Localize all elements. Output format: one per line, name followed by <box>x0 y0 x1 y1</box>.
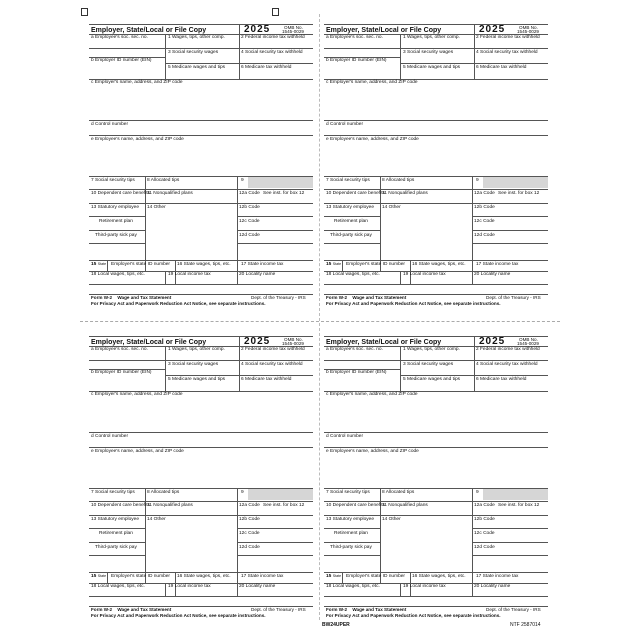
horizontal-perforation <box>80 321 560 322</box>
box-13-label: 13 Statutory employee <box>326 205 374 210</box>
box-6-label: 6 Medicare tax withheld <box>241 377 292 382</box>
box-e-label: e Employee's name, address, and ZIP code <box>91 137 184 142</box>
form-year: 2025 <box>479 336 506 347</box>
footer-privacy-notice: For Privacy Act and Paperwork Reduction Act Notice, see separate instructions. <box>91 301 266 306</box>
box-12a-note: See inst. for box 12 <box>263 191 305 196</box>
footer-privacy-notice: For Privacy Act and Paperwork Reduction Act Notice, see separate instructions. <box>326 301 501 306</box>
box-2-label: 2 Federal income tax withheld <box>241 35 305 40</box>
box-18-label: 18 Local wages, tips, etc. <box>326 272 380 277</box>
box-12b-label: 12b Code <box>239 517 260 522</box>
w2-form-copy <box>324 24 548 314</box>
third-party-sick-pay-label: Third-party sick pay <box>95 233 137 238</box>
box-4-label: 4 Social security tax withheld <box>241 50 303 55</box>
box-12d-label: 12d Code <box>474 233 495 238</box>
box-e-label: e Employee's name, address, and ZIP code <box>326 137 419 142</box>
box-15-state-id-label: Employer's state ID number <box>346 574 406 579</box>
box-a-label: a Employee's soc. sec. no. <box>326 347 383 352</box>
box-11-label: 11 Nonqualified plans <box>147 503 193 508</box>
box-17-label: 17 State income tax <box>241 262 284 267</box>
footer-privacy-notice: For Privacy Act and Paperwork Reduction Act Notice, see separate instructions. <box>91 613 266 618</box>
box-14-label: 14 Other <box>382 517 401 522</box>
box-16-label: 16 State wages, tips, etc. <box>177 262 231 267</box>
form-title: Employer, State/Local or File Copy <box>91 339 207 346</box>
form-year: 2025 <box>244 336 271 347</box>
box-12a-note: See inst. for box 12 <box>498 191 540 196</box>
box-12a-label: 12a Code <box>474 191 495 196</box>
box-b-label: b Employer ID number (EIN) <box>326 58 387 63</box>
box-14-label: 14 Other <box>147 517 166 522</box>
box-2-label: 2 Federal income tax withheld <box>476 35 540 40</box>
box-18-label: 18 Local wages, tips, etc. <box>326 584 380 589</box>
box-a-label: a Employee's soc. sec. no. <box>91 35 148 40</box>
box-17-label: 17 State income tax <box>476 574 519 579</box>
box-7-label: 7 Social security tips <box>91 490 135 495</box>
box-b-label: b Employer ID number (EIN) <box>326 370 387 375</box>
retirement-plan-label: Retirement plan <box>99 531 133 536</box>
box-4-label: 4 Social security tax withheld <box>241 362 303 367</box>
box-2-label: 2 Federal income tax withheld <box>476 347 540 352</box>
form-year: 2025 <box>244 24 271 35</box>
box-16-label: 16 State wages, tips, etc. <box>177 574 231 579</box>
box-17-label: 17 State income tax <box>241 574 284 579</box>
box-3-label: 3 Social security wages <box>403 50 454 55</box>
box-9-label: 9 <box>241 490 244 495</box>
box-9-label: 9 <box>476 178 479 183</box>
box-10-label: 10 Dependent care benefits <box>91 191 150 196</box>
box-10-label: 10 Dependent care benefits <box>326 191 385 196</box>
box-11-label: 11 Nonqualified plans <box>147 191 193 196</box>
box-17-label: 17 State income tax <box>476 262 519 267</box>
box-14-label: 14 Other <box>147 205 166 210</box>
box-4-label: 4 Social security tax withheld <box>476 50 538 55</box>
box-12d-label: 12d Code <box>239 545 260 550</box>
box-8-label: 8 Allocated tips <box>147 490 180 495</box>
box-5-label: 5 Medicare wages and tips <box>168 65 226 70</box>
box-19-label: 19 Local income tax <box>403 584 446 589</box>
box-18-label: 18 Local wages, tips, etc. <box>91 584 145 589</box>
box-9-shaded <box>248 489 313 500</box>
retirement-plan-label: Retirement plan <box>334 219 368 224</box>
box-1-label: 1 Wages, tips, other comp. <box>403 347 460 352</box>
box-4-label: 4 Social security tax withheld <box>476 362 538 367</box>
box-c-label: c Employer's name, address, and ZIP code <box>91 80 183 85</box>
box-c-label: c Employer's name, address, and ZIP code <box>326 80 418 85</box>
w2-form-copy <box>324 336 548 626</box>
ntf-code: NTF 2587014 <box>510 622 541 628</box>
box-3-label: 3 Social security wages <box>168 50 219 55</box>
box-9-shaded <box>248 177 313 188</box>
footer-privacy-notice: For Privacy Act and Paperwork Reduction Act Notice, see separate instructions. <box>326 613 501 618</box>
box-e-label: e Employee's name, address, and ZIP code <box>326 449 419 454</box>
box-1-label: 1 Wages, tips, other comp. <box>403 35 460 40</box>
box-15-label: 15 State <box>326 262 342 267</box>
registration-mark-right <box>272 8 279 16</box>
box-10-label: 10 Dependent care benefits <box>91 503 150 508</box>
w2-form-copy <box>89 24 313 314</box>
box-1-label: 1 Wages, tips, other comp. <box>168 35 225 40</box>
box-7-label: 7 Social security tips <box>91 178 135 183</box>
box-11-label: 11 Nonqualified plans <box>382 191 428 196</box>
box-d-label: d Control number <box>326 122 364 127</box>
box-12b-label: 12b Code <box>239 205 260 210</box>
box-8-label: 8 Allocated tips <box>382 490 415 495</box>
footer-form-label: Form W-2 Wage and Tax Statement <box>326 295 407 300</box>
box-b-label: b Employer ID number (EIN) <box>91 370 152 375</box>
footer-dept: Dept. of the Treasury - IRS <box>486 295 541 300</box>
omb-label: OMB No. <box>519 25 538 30</box>
box-16-label: 16 State wages, tips, etc. <box>412 262 466 267</box>
box-15-label: 15 State <box>91 262 107 267</box>
box-3-label: 3 Social security wages <box>403 362 454 367</box>
omb-number: 1545-0029 <box>517 29 539 34</box>
omb-label: OMB No. <box>519 337 538 342</box>
box-15-state-id-label: Employer's state ID number <box>346 262 406 267</box>
box-b-label: b Employer ID number (EIN) <box>91 58 152 63</box>
w2-form-copy <box>89 336 313 626</box>
box-16-label: 16 State wages, tips, etc. <box>412 574 466 579</box>
box-12a-label: 12a Code <box>474 503 495 508</box>
omb-number: 1545-0029 <box>282 29 304 34</box>
third-party-sick-pay-label: Third-party sick pay <box>95 545 137 550</box>
product-code: BW24UPER <box>322 622 350 628</box>
box-20-label: 20 Locality name <box>474 584 511 589</box>
box-15-state-id-label: Employer's state ID number <box>111 262 171 267</box>
box-15-label: 15 State <box>326 574 342 579</box>
box-2-label: 2 Federal income tax withheld <box>241 347 305 352</box>
omb-number: 1545-0029 <box>517 341 539 346</box>
box-9-label: 9 <box>241 178 244 183</box>
box-19-label: 19 Local income tax <box>168 272 211 277</box>
box-12c-label: 12c Code <box>239 531 260 536</box>
box-a-label: a Employee's soc. sec. no. <box>91 347 148 352</box>
box-9-label: 9 <box>476 490 479 495</box>
footer-form-label: Form W-2 Wage and Tax Statement <box>91 607 172 612</box>
box-5-label: 5 Medicare wages and tips <box>403 377 461 382</box>
box-6-label: 6 Medicare tax withheld <box>476 65 527 70</box>
box-9-shaded <box>483 177 548 188</box>
footer-dept: Dept. of the Treasury - IRS <box>251 607 306 612</box>
box-8-label: 8 Allocated tips <box>147 178 180 183</box>
form-title: Employer, State/Local or File Copy <box>91 27 207 34</box>
box-12d-label: 12d Code <box>239 233 260 238</box>
omb-label: OMB No. <box>284 337 303 342</box>
box-12c-label: 12c Code <box>474 531 495 536</box>
box-15-label: 15 State <box>91 574 107 579</box>
box-12a-label: 12a Code <box>239 503 260 508</box>
box-20-label: 20 Locality name <box>239 272 276 277</box>
box-5-label: 5 Medicare wages and tips <box>403 65 461 70</box>
registration-mark-left <box>81 8 88 16</box>
box-12a-label: 12a Code <box>239 191 260 196</box>
footer-form-label: Form W-2 Wage and Tax Statement <box>326 607 407 612</box>
box-12b-label: 12b Code <box>474 517 495 522</box>
footer-form-label: Form W-2 Wage and Tax Statement <box>91 295 172 300</box>
box-15-state-id-label: Employer's state ID number <box>111 574 171 579</box>
box-d-label: d Control number <box>326 434 364 439</box>
box-3-label: 3 Social security wages <box>168 362 219 367</box>
box-8-label: 8 Allocated tips <box>382 178 415 183</box>
form-title: Employer, State/Local or File Copy <box>326 27 442 34</box>
third-party-sick-pay-label: Third-party sick pay <box>330 233 372 238</box>
omb-label: OMB No. <box>284 25 303 30</box>
vertical-perforation <box>319 14 320 620</box>
box-9-shaded <box>483 489 548 500</box>
box-13-label: 13 Statutory employee <box>326 517 374 522</box>
omb-number: 1545-0029 <box>282 341 304 346</box>
retirement-plan-label: Retirement plan <box>334 531 368 536</box>
box-14-label: 14 Other <box>382 205 401 210</box>
box-5-label: 5 Medicare wages and tips <box>168 377 226 382</box>
box-6-label: 6 Medicare tax withheld <box>476 377 527 382</box>
box-a-label: a Employee's soc. sec. no. <box>326 35 383 40</box>
box-e-label: e Employee's name, address, and ZIP code <box>91 449 184 454</box>
third-party-sick-pay-label: Third-party sick pay <box>330 545 372 550</box>
box-12a-note: See inst. for box 12 <box>498 503 540 508</box>
box-13-label: 13 Statutory employee <box>91 205 139 210</box>
box-12a-note: See inst. for box 12 <box>263 503 305 508</box>
box-10-label: 10 Dependent care benefits <box>326 503 385 508</box>
footer-dept: Dept. of the Treasury - IRS <box>486 607 541 612</box>
box-7-label: 7 Social security tips <box>326 490 370 495</box>
box-19-label: 19 Local income tax <box>403 272 446 277</box>
box-11-label: 11 Nonqualified plans <box>382 503 428 508</box>
box-19-label: 19 Local income tax <box>168 584 211 589</box>
box-1-label: 1 Wages, tips, other comp. <box>168 347 225 352</box>
box-c-label: c Employer's name, address, and ZIP code <box>326 392 418 397</box>
form-year: 2025 <box>479 24 506 35</box>
retirement-plan-label: Retirement plan <box>99 219 133 224</box>
box-20-label: 20 Locality name <box>239 584 276 589</box>
box-c-label: c Employer's name, address, and ZIP code <box>91 392 183 397</box>
box-6-label: 6 Medicare tax withheld <box>241 65 292 70</box>
box-12d-label: 12d Code <box>474 545 495 550</box>
box-13-label: 13 Statutory employee <box>91 517 139 522</box>
box-20-label: 20 Locality name <box>474 272 511 277</box>
box-d-label: d Control number <box>91 122 129 127</box>
form-title: Employer, State/Local or File Copy <box>326 339 442 346</box>
box-12c-label: 12c Code <box>474 219 495 224</box>
box-12c-label: 12c Code <box>239 219 260 224</box>
box-18-label: 18 Local wages, tips, etc. <box>91 272 145 277</box>
box-d-label: d Control number <box>91 434 129 439</box>
box-7-label: 7 Social security tips <box>326 178 370 183</box>
box-12b-label: 12b Code <box>474 205 495 210</box>
footer-dept: Dept. of the Treasury - IRS <box>251 295 306 300</box>
